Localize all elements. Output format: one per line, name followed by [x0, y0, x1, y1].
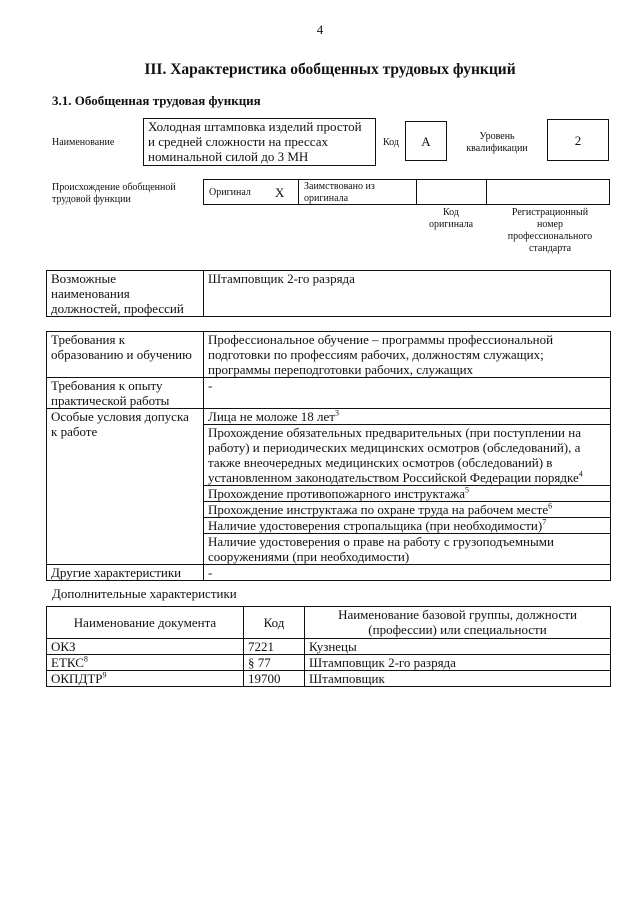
special-condition-item: Наличие удостоверения о праве на работу с грузоподъемными сооружениями (при необходимости) — [204, 534, 611, 565]
level-value: 2 — [574, 133, 582, 148]
requirements-table — [46, 331, 611, 581]
row-code: 19700 — [244, 671, 305, 687]
row-document: ЕТКС$^8$ — [47, 655, 244, 671]
original-label: Оригинал — [209, 187, 251, 198]
header-code: Код — [244, 607, 305, 639]
code-caption-line-1: Код — [443, 207, 459, 218]
other-characteristics-label: Другие характеристики — [47, 565, 204, 581]
row-document: ОКПДТР$^9$ — [47, 671, 244, 687]
function-name-line-1: Холодная штамповка изделий простой — [148, 119, 362, 134]
special-condition-item: Прохождение инструктажа по охране труда на рабочем месте$^6$ — [204, 502, 611, 518]
special-condition-item: Наличие удостоверения стропальщика (при необходимости)$^7$ — [204, 518, 611, 534]
row-name: Кузнецы — [305, 639, 611, 655]
header-document-name: Наименование документа — [47, 607, 244, 639]
origin-divider-1 — [298, 179, 299, 205]
additional-table — [46, 606, 611, 687]
row-code: § 77 — [244, 655, 305, 671]
level-label-line-2: квалификации — [466, 143, 528, 154]
level-label-line-1: Уровень — [479, 131, 515, 142]
function-name-line-3: номинальной силой до 3 МН — [148, 149, 309, 164]
origin-divider-3 — [486, 179, 487, 205]
reg-caption-line-4: стандарта — [528, 243, 572, 254]
reg-caption-line-2: номер — [537, 219, 563, 230]
possible-names-value: Штамповщик 2-го разряда — [204, 271, 611, 317]
subsection-title: 3.1. Обобщенная трудовая функция — [52, 93, 261, 108]
reg-caption-line-1: Регистрационный — [511, 207, 589, 218]
education-label: Требования к образованию и обучению — [47, 332, 204, 378]
experience-value: - — [204, 378, 611, 409]
row-document: ОКЗ — [47, 639, 244, 655]
function-name-line-2: и средней сложности на прессах — [148, 134, 328, 149]
education-value: Профессиональное обучение – программы профессиональной подготовки по профессиям рабочих, должностям служащих; программы переподготовки рабочих, служащих — [204, 332, 611, 378]
special-conditions-label: Особые условия допуска к работе — [47, 409, 204, 565]
code-value: А — [421, 134, 431, 149]
header-group-name: Наименование базовой группы, должности (профессии) или специальности — [305, 607, 611, 639]
additional-title: Дополнительные характеристики — [52, 586, 237, 601]
original-mark: X — [275, 185, 285, 200]
borrowed-label-line-1: Заимствовано из — [304, 181, 375, 192]
origin-label-line-1: Происхождение обобщенной — [52, 182, 176, 193]
reg-caption-line-3: профессионального — [507, 231, 593, 242]
origin-label-line-2: трудовой функции — [52, 194, 131, 205]
origin-divider-2 — [416, 179, 417, 205]
origin-box — [203, 179, 610, 205]
experience-label: Требования к опыту практической работы — [47, 378, 204, 409]
special-condition-item: Прохождение обязательных предварительных (при поступлении на работу) и периодических медицинских осмотров (обследований), а также внеочередных медицинских осмотров (обследований) в установленном законодательством Российской Федерации порядке$^4$ — [204, 425, 611, 486]
section-title: III. Характеристика обобщенных трудовых функций — [144, 61, 516, 78]
borrowed-label-line-2: оригинала — [304, 193, 349, 204]
page-number: 4 — [316, 22, 324, 37]
name-label: Наименование — [52, 137, 115, 148]
special-condition-item: Лица не моложе 18 лет$^3$ — [204, 409, 611, 425]
row-name: Штамповщик 2-го разряда — [305, 655, 611, 671]
other-characteristics-value: - — [204, 565, 611, 581]
special-condition-item: Прохождение противопожарного инструктажа$^5$ — [204, 486, 611, 502]
code-caption-line-2: оригинала — [428, 219, 474, 230]
row-code: 7221 — [244, 639, 305, 655]
row-name: Штамповщик — [305, 671, 611, 687]
code-label: Код — [383, 137, 399, 148]
possible-names-table — [46, 270, 611, 317]
possible-names-label: Возможные наименования должностей, профессий — [47, 271, 204, 317]
